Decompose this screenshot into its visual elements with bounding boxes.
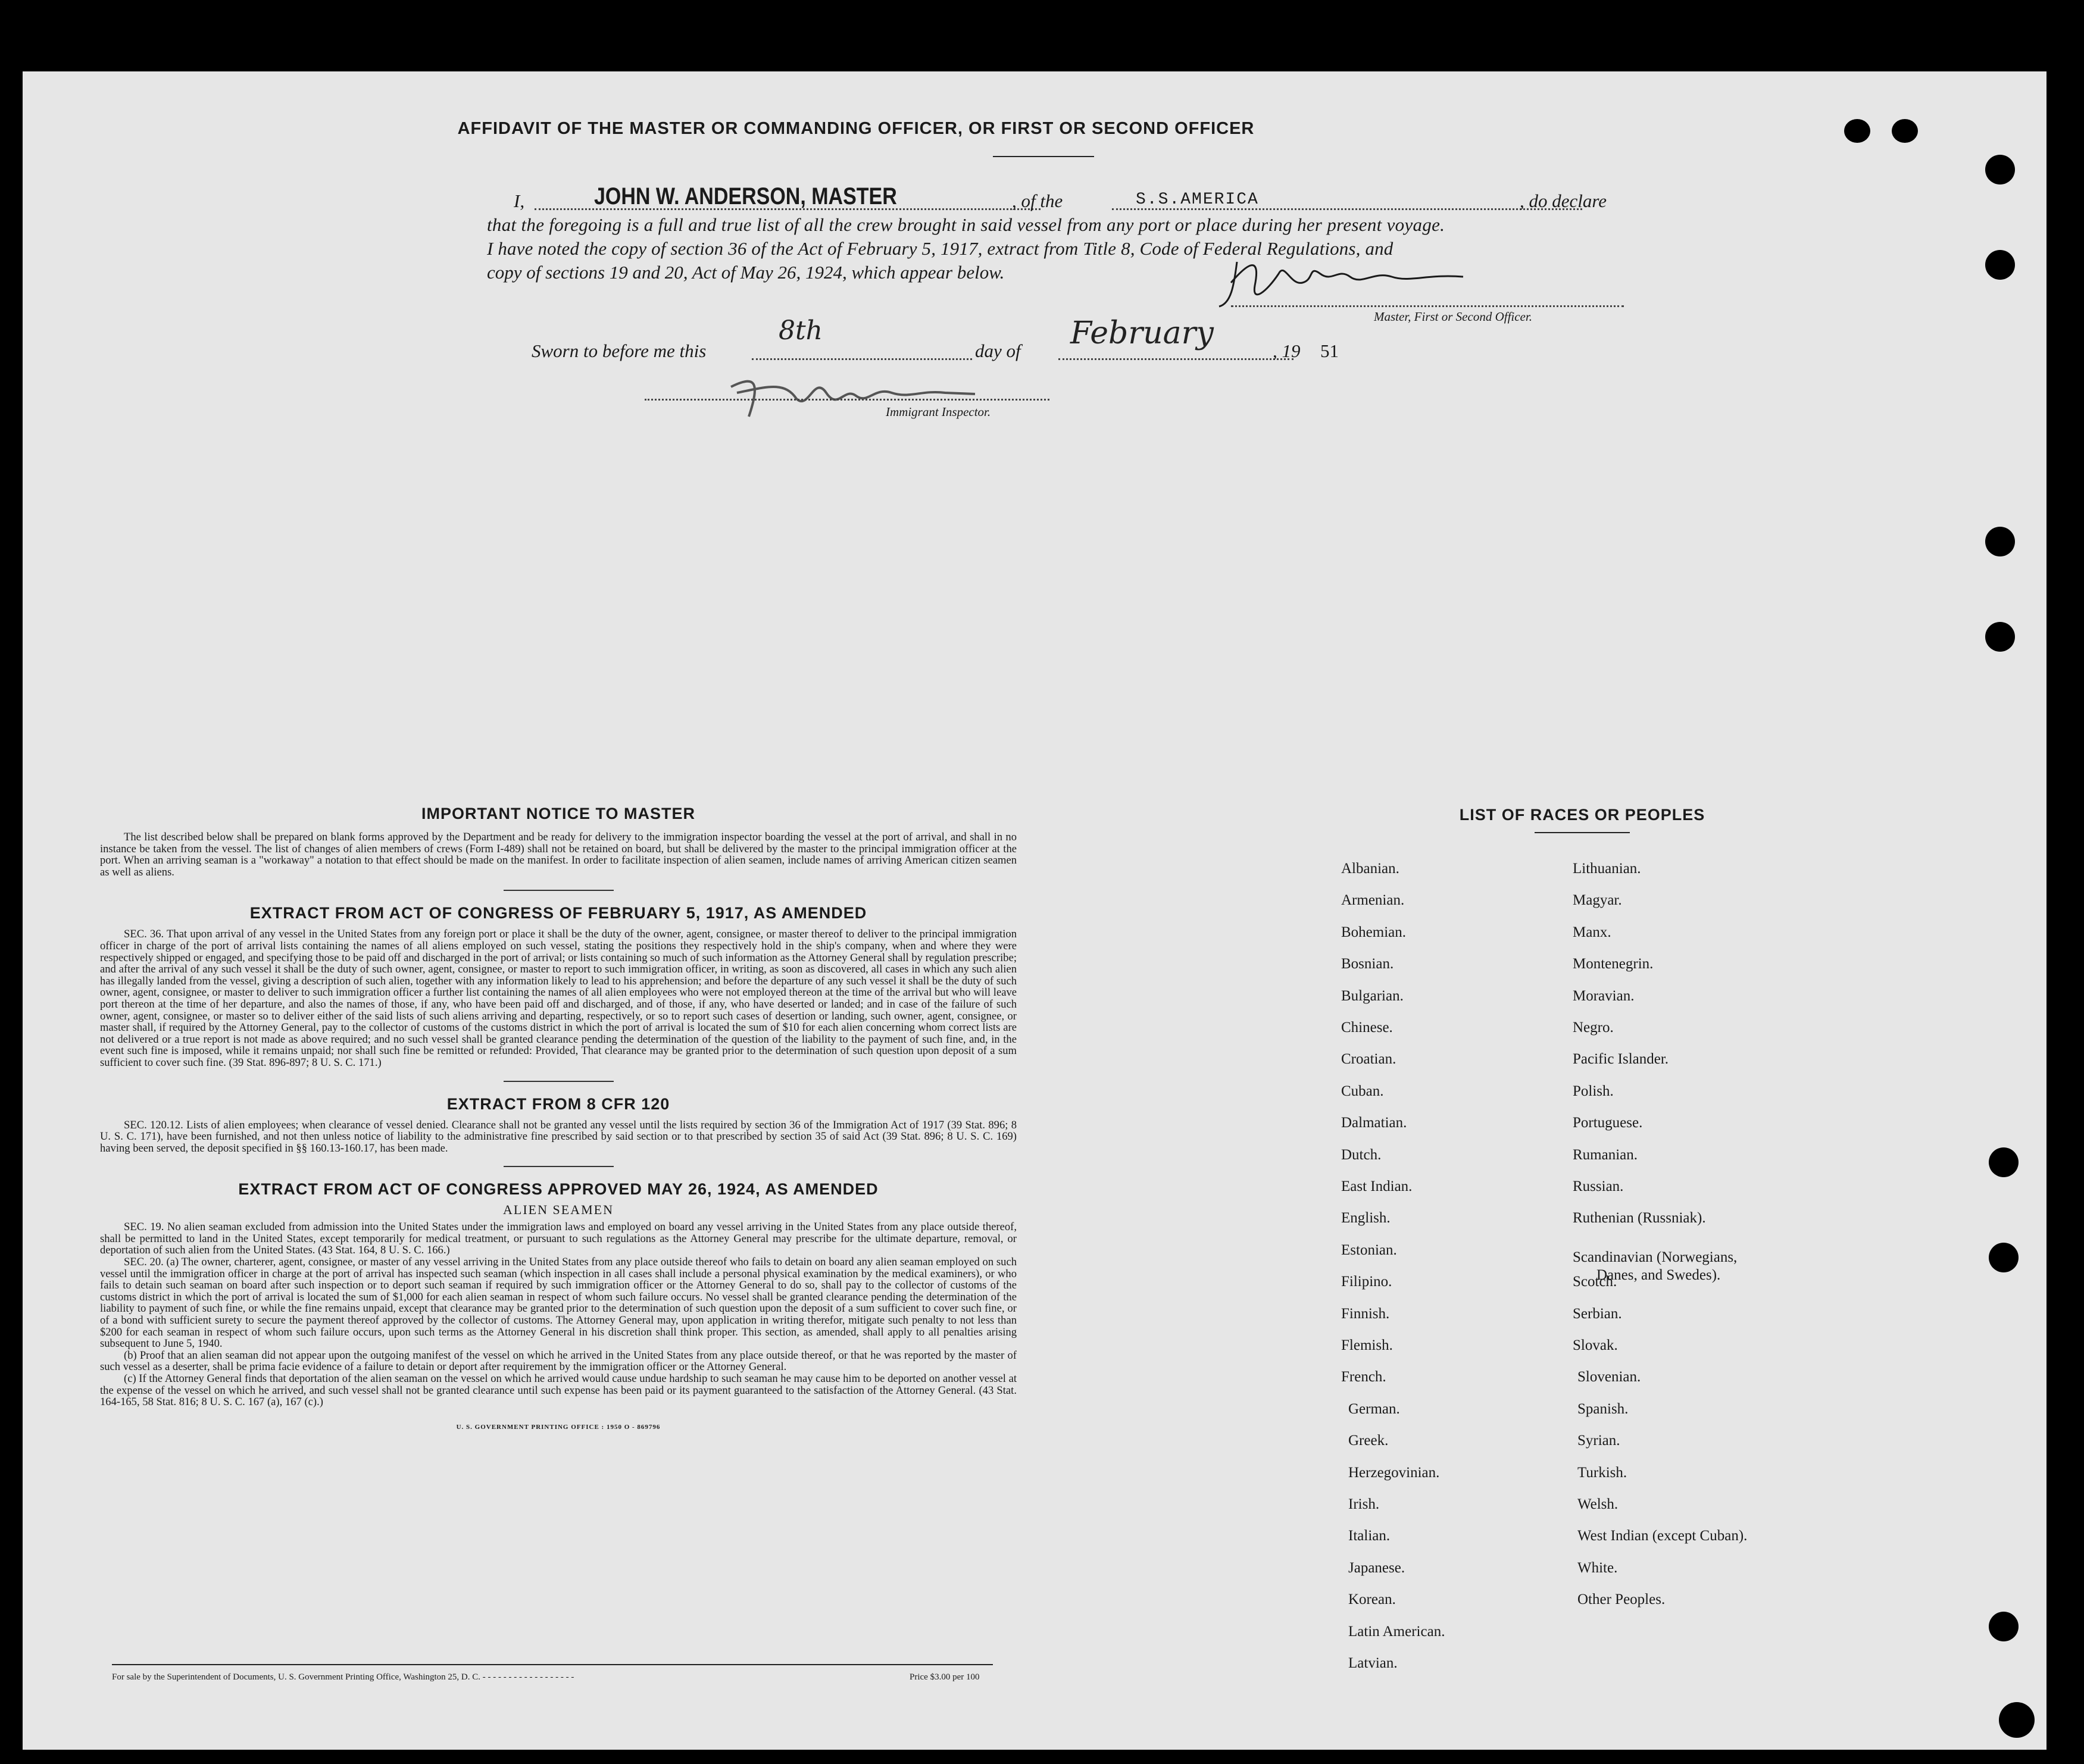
punch-hole-icon: [1989, 1147, 2019, 1177]
notice-text: The list described below shall be prepared on blank forms approved by the Department and be ready for delivery to the immigration inspector boarding the vessel at the port of arrival, and shall in no instance be taken from the vessel. The list of changes of alien members of crews (Form I-489) shall not be retained on board, but shall be delivered by the master to the principal immigration officer at the port. When an arriving seaman is a "workaway" a notation to that effect should be made on the manifest. In order to facilitate inspection of alien seamen, include names of arriving American citizen seamen as well as aliens.: [100, 831, 1017, 878]
affidavit-title: AFFIDAVIT OF THE MASTER OR COMMANDING OFFICER, OR FIRST OR SECOND OFFICER: [457, 119, 1255, 138]
race-item: Spanish.: [1577, 1400, 1629, 1417]
act-1924-paragraph: SEC. 20. (a) The owner, charterer, agent, consignee, or master of any vessel arriving in the United States from any place outside thereof who fails to detain on board any alien seaman employed on such vessel until the immigration officer in charge at the port of arrival has inspected such seaman (which inspection in all cases shall include a personal physical examination by the medical examiners), or who fails to detain such seaman on board after such inspection or to deport such seaman if required by such immigration officer or the Attorney General to do so, shall pay to the collector of customs of the customs district in which the port of arrival is located the sum of $1,000 for each alien seaman in respect of whom such failure occurs. No vessel shall be granted clearance pending the determination of the liability to payment of such fine, or while the fine remains unpaid, except that clearance may be granted prior to the determination of such question upon the deposit of a sum sufficient to cover such fine, or of a bond with sufficient surety to secure the payment thereof approved by the collector of customs. The Attorney General may, upon application in writing therefor, mitigate such penalty to not less than $200 for each seaman in respect of whom such failure occurs, upon such terms as the Attorney General in his discretion shall think proper. This section, as amended, shall apply to all penalties arising subsequent to June 5, 1940.: [100, 1256, 1017, 1350]
section-divider: [504, 1166, 614, 1167]
race-item: English.: [1341, 1210, 1391, 1227]
race-item: Serbian.: [1573, 1305, 1622, 1322]
punch-hole-icon: [1999, 1702, 2035, 1738]
officer-caption: Master, First or Second Officer.: [1374, 309, 1532, 324]
race-item: Japanese.: [1348, 1559, 1405, 1576]
race-item: Ruthenian (Russniak).: [1573, 1210, 1706, 1227]
race-item: White.: [1577, 1559, 1618, 1576]
inspector-signature-line: [645, 399, 1049, 401]
punch-hole-icon: [1985, 622, 2015, 652]
act-1924-paragraph: (c) If the Attorney General finds that deportation of the alien seaman on the vessel on which he arrived would cause undue hardship to such seaman he may cause him to be deported on another vessel at the expense of the vessel on which he arrived, and such vessel shall not be granted clearance until such expense has been paid or its payment guaranteed to the satisfaction of the Attorney General. (43 Stat. 164-165, 58 Stat. 816; 8 U. S. C. 167 (a), 167 (c).): [100, 1372, 1017, 1409]
sworn-year: 51: [1320, 340, 1339, 361]
race-item: Montenegrin.: [1573, 956, 1654, 972]
race-item: Armenian.: [1341, 892, 1405, 909]
race-item: Latvian.: [1348, 1655, 1398, 1671]
sale-notice: For sale by the Superintendent of Documents, U. S. Government Printing Office, Washington 25, D. C. - - - - - - - - - - - - - - - - - -: [112, 1672, 574, 1682]
punch-hole-icon: [1989, 1612, 2019, 1641]
race-item: Russian.: [1573, 1178, 1624, 1194]
act-1917-heading: EXTRACT FROM ACT OF CONGRESS OF FEBRUARY 5, 1917, AS AMENDED: [249, 904, 867, 922]
inspector-caption: Immigrant Inspector.: [886, 405, 991, 419]
race-item: Welsh.: [1577, 1496, 1619, 1512]
race-item: Lithuanian.: [1573, 861, 1641, 877]
punch-hole-icon: [1985, 155, 2015, 184]
footer-rule: [112, 1664, 993, 1665]
price-notice: Price $3.00 per 100: [910, 1672, 980, 1682]
races-title-underline: [1535, 832, 1630, 833]
act-1924-paragraph: SEC. 19. No alien seaman excluded from admission into the United States under the immigration laws and employed on board any vessel arriving in the United States from any place outside thereof, shall be permitted to land in the United States, except temporarily for medical treatment, or pursuant to such regulations as the Attorney General may prescribe for the ultimate departure, removal, or deportation of such alien from the United States. (43 Stat. 164, 8 U. S. C. 166.): [100, 1221, 1017, 1257]
act-1924-paragraph: (b) Proof that an alien seaman did not appear upon the outgoing manifest of the vessel on which he arrived in the United States from any place outside thereof, or that he was reported by the master of such vessel as a deserter, shall be prima facie evidence of a failure to detain or deport after requirement by the immigration officer or the Attorney General.: [100, 1349, 1017, 1374]
race-item: Manx.: [1573, 924, 1611, 940]
race-item: Portuguese.: [1573, 1115, 1643, 1131]
punch-hole-icon: [1989, 1243, 2019, 1272]
name-dotted-line: [535, 208, 1041, 210]
race-item: Irish.: [1348, 1496, 1380, 1512]
race-item: French.: [1341, 1369, 1386, 1385]
punch-hole-icon: [1892, 119, 1918, 143]
race-item: Negro.: [1573, 1019, 1614, 1036]
race-item: Polish.: [1573, 1083, 1614, 1099]
of-the-text: , of the: [1012, 190, 1063, 211]
document-page: [23, 71, 2046, 1750]
race-item: Slovenian.: [1577, 1369, 1641, 1385]
notice-section: [100, 805, 1017, 1431]
race-item: German.: [1348, 1400, 1400, 1417]
punch-hole-icon: [1985, 527, 2015, 556]
races-title: LIST OF RACES OR PEOPLES: [1459, 806, 1705, 824]
race-item: Filipino.: [1341, 1274, 1392, 1290]
cfr-heading: EXTRACT FROM 8 CFR 120: [446, 1094, 670, 1113]
day-of-text: day of: [975, 340, 1021, 361]
month-dotted-line: [1058, 358, 1293, 360]
race-item: Greek.: [1348, 1433, 1389, 1449]
title-underline: [993, 156, 1094, 157]
race-item: Korean.: [1348, 1591, 1396, 1608]
notice-heading: IMPORTANT NOTICE TO MASTER: [421, 805, 695, 822]
vessel-name: S.S.AMERICA: [1136, 190, 1259, 209]
race-item: Pacific Islander.: [1573, 1051, 1669, 1068]
race-item: Dalmatian.: [1341, 1115, 1407, 1131]
sworn-month: February: [1070, 315, 1214, 351]
race-item: Croatian.: [1341, 1051, 1396, 1068]
race-item: Scotch.: [1573, 1274, 1617, 1290]
declaration-line-2: that the foregoing is a full and true list of all the crew brought in said vessel from any port or place during her present voyage.: [487, 214, 1445, 235]
sworn-prefix: Sworn to before me this: [532, 340, 707, 361]
race-item: Other Peoples.: [1577, 1591, 1666, 1608]
act-1924-subheading: ALIEN SEAMEN: [503, 1202, 614, 1218]
act-1917-text: SEC. 36. That upon arrival of any vessel in the United States from any foreign port or place it shall be the duty of the owner, agent, consignee, or master thereof to deliver to the principal immigration officer in charge of the port of arrival lists containing the names of all aliens employed on such vessel, stating the positions they respectively hold in the ship's company, when and where they were respectively shipped or engaged, and specifying those to be paid off and discharged in the port of arrival; or lists containing so much of such information as the Attorney General shall by regulation prescribe; and after the arrival of any such vessel it shall be the duty of such owner, agent, consignee, or master to report to such immigration officer, in writing, as soon as discovered, all cases in which any such alien has illegally landed from the vessel, giving a description of such alien, together with any information likely to lead to his apprehension; and before the departure of any such vessel it shall be the duty of such owner, agent, consignee, or master to deliver to such immigration officer a further list containing the names of all alien employees who were not employed thereon at the time of the arrival but who will leave port thereon at the time of her departure, and also the names of those, if any, who have been paid off and discharged, and of those, if any, who have deserted or landed; and in case of the failure of such owner, agent, consignee, or master so to deliver either of the said lists of such aliens arriving and departing, respectively, or so to report such cases of desertion or landing, such owner, agent, consignee, or master shall, if required by the Attorney General, pay to the collector of customs of the customs district in which the port of arrival is located the sum of $10 for each alien concerning whom correct lists are not delivered or a true report is not made as above required; and no such vessel shall be granted clearance pending the determination of the question of the liability to the payment of such fine, and, in the event such fine is imposed, while it remains unpaid; nor shall such fine be remitted or refunded: Provided, That clearance may be granted prior to the determination of such question upon deposit of a sum sufficient to cover such fine. (39 Stat. 896-897; 8 U. S. C. 171.): [100, 928, 1017, 1069]
cfr-text: SEC. 120.12. Lists of alien employees; when clearance of vessel denied. Clearance shall not be granted any vessel until the lists required by section 36 of the Immigration Act of 1917 (39 Stat. 896; 8 U. S. C. 171), have been furnished, and not then unless notice of liability to the administrative fine prescribed by said section or to that prescribed by section 35 of said Act (39 Stat. 896; 8 U. S. C. 169) having been served, the deposit specified in §§ 160.13-160.17, has been made.: [100, 1118, 1017, 1155]
race-item: Chinese.: [1341, 1019, 1393, 1036]
race-item: Flemish.: [1341, 1337, 1393, 1353]
section-divider: [504, 1081, 614, 1082]
race-item: Danes, and Swedes).: [1596, 1266, 1721, 1283]
section-divider: [504, 890, 614, 891]
master-name: JOHN W. ANDERSON, MASTER: [594, 183, 897, 209]
race-item: Finnish.: [1341, 1305, 1390, 1322]
race-item: Estonian.: [1341, 1241, 1397, 1258]
race-item: Cuban.: [1341, 1083, 1384, 1099]
race-item: Bohemian.: [1341, 924, 1407, 940]
race-item: Turkish.: [1577, 1464, 1627, 1481]
race-item: Magyar.: [1573, 892, 1622, 909]
do-declare-text: , do declare: [1520, 190, 1607, 211]
punch-hole-icon: [1844, 119, 1870, 143]
declaration-line-1: [487, 184, 1636, 214]
year-prefix: , 19: [1273, 340, 1301, 361]
race-item: Bosnian.: [1341, 956, 1394, 972]
sworn-day: 8th: [779, 315, 823, 346]
race-item: Latin American.: [1348, 1623, 1445, 1640]
race-item: Italian.: [1348, 1528, 1391, 1544]
declaration-line-3: I have noted the copy of section 36 of the Act of February 5, 1917, extract from Title 8, Code of Federal Regulations, and: [487, 238, 1394, 259]
printing-office-imprint: U. S. GOVERNMENT PRINTING OFFICE : 1950 O - 869796: [456, 1423, 661, 1431]
race-item: Scandinavian (Norwegians,: [1573, 1249, 1738, 1265]
day-dotted-line: [752, 358, 972, 360]
declaration-line-4: copy of sections 19 and 20, Act of May 26, 1924, which appear below.: [487, 262, 1005, 283]
race-item: Bulgarian.: [1341, 987, 1404, 1004]
race-item: Albanian.: [1341, 861, 1399, 877]
race-item: Moravian.: [1573, 987, 1635, 1004]
race-item: East Indian.: [1341, 1178, 1413, 1194]
race-item: Dutch.: [1341, 1146, 1382, 1163]
race-item: West Indian (except Cuban).: [1577, 1528, 1748, 1544]
race-item: Slovak.: [1573, 1337, 1618, 1353]
declaration-prefix: I,: [514, 190, 525, 211]
act-1924-heading: EXTRACT FROM ACT OF CONGRESS APPROVED MAY 26, 1924, AS AMENDED: [238, 1180, 879, 1199]
vessel-dotted-line: [1112, 208, 1582, 210]
punch-hole-icon: [1985, 250, 2015, 280]
race-item: Herzegovinian.: [1348, 1464, 1440, 1481]
officer-signature-line: [1231, 305, 1624, 307]
race-item: Syrian.: [1577, 1433, 1620, 1449]
race-item: Rumanian.: [1573, 1146, 1638, 1163]
